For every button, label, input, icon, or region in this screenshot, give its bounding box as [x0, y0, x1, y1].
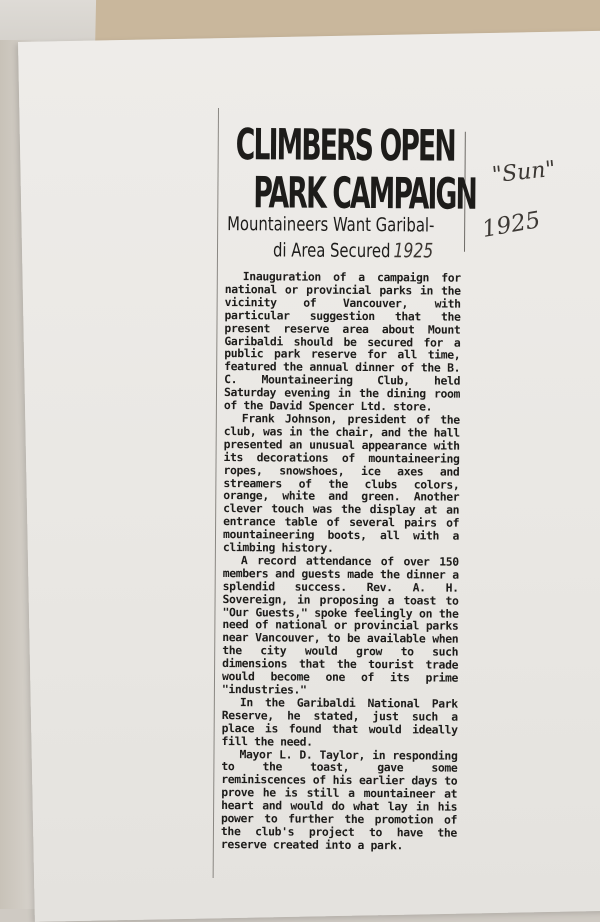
paragraph-2: Frank Johnson, president of the club, was in the chair, and the hall presented an unusual appearance with its decorations of mountaineering ropes, snowshoes, ice axes and streamers of the clubs colors, orange, white and green. Another clever touch was the display at an entrance table of several pairs of mountaineering boots, all with a climbing history. — [222, 411, 460, 555]
paragraph-5: Mayor L. D. Taylor, in responding to the toast, gave some reminiscences of his earlier days to prove he is still a mountaineer at heart and would do what lay in his power to further the promotion of the club's project to have the reserve created into a park. — [220, 746, 458, 853]
paragraph-3: A record attendance of over 150 members and guests made the dinner a splendid success. Rev. A. H. Sovereign, in proposing a toast to "Our Guests," spoke feelingly on the need of national or provincial parks near Vancouver, to be available when the city would grow to such dimensions that the tourist trade would become one of its prime "industries." — [221, 553, 459, 697]
handwritten-source-note: "Sun" — [490, 156, 557, 189]
paragraph-4: In the Garibaldi National Park Reserve, he stated, just such a place is found that would ideally fill the need. — [221, 695, 458, 749]
headline-line-1: CLIMBERS OPEN — [235, 120, 456, 172]
newspaper-clipping — [213, 108, 477, 890]
paragraph-1: Inauguration of a campaign for national or provincial parks in the vicinity of Vancouver, with particular suggestion that the present reserve area about Mount Garibaldi should be secured for a public park reserve for all time, featured the annual dinner of the B. C. Mountaineering Club, held Saturday evening in the dining room of the David Spencer Ltd. store. — [223, 269, 461, 414]
handwritten-year-inline: 1925 — [393, 238, 434, 263]
subheadline-text: di Area Secured — [272, 239, 391, 263]
handwritten-year-note: 1925 — [480, 207, 543, 243]
subheadline-line-2 — [273, 238, 433, 262]
subheadline-line-1: Mountaineers Want Garibal- — [227, 213, 435, 237]
headline-line-2: PARK CAMPAIGN — [253, 168, 477, 220]
article-body — [221, 270, 461, 852]
